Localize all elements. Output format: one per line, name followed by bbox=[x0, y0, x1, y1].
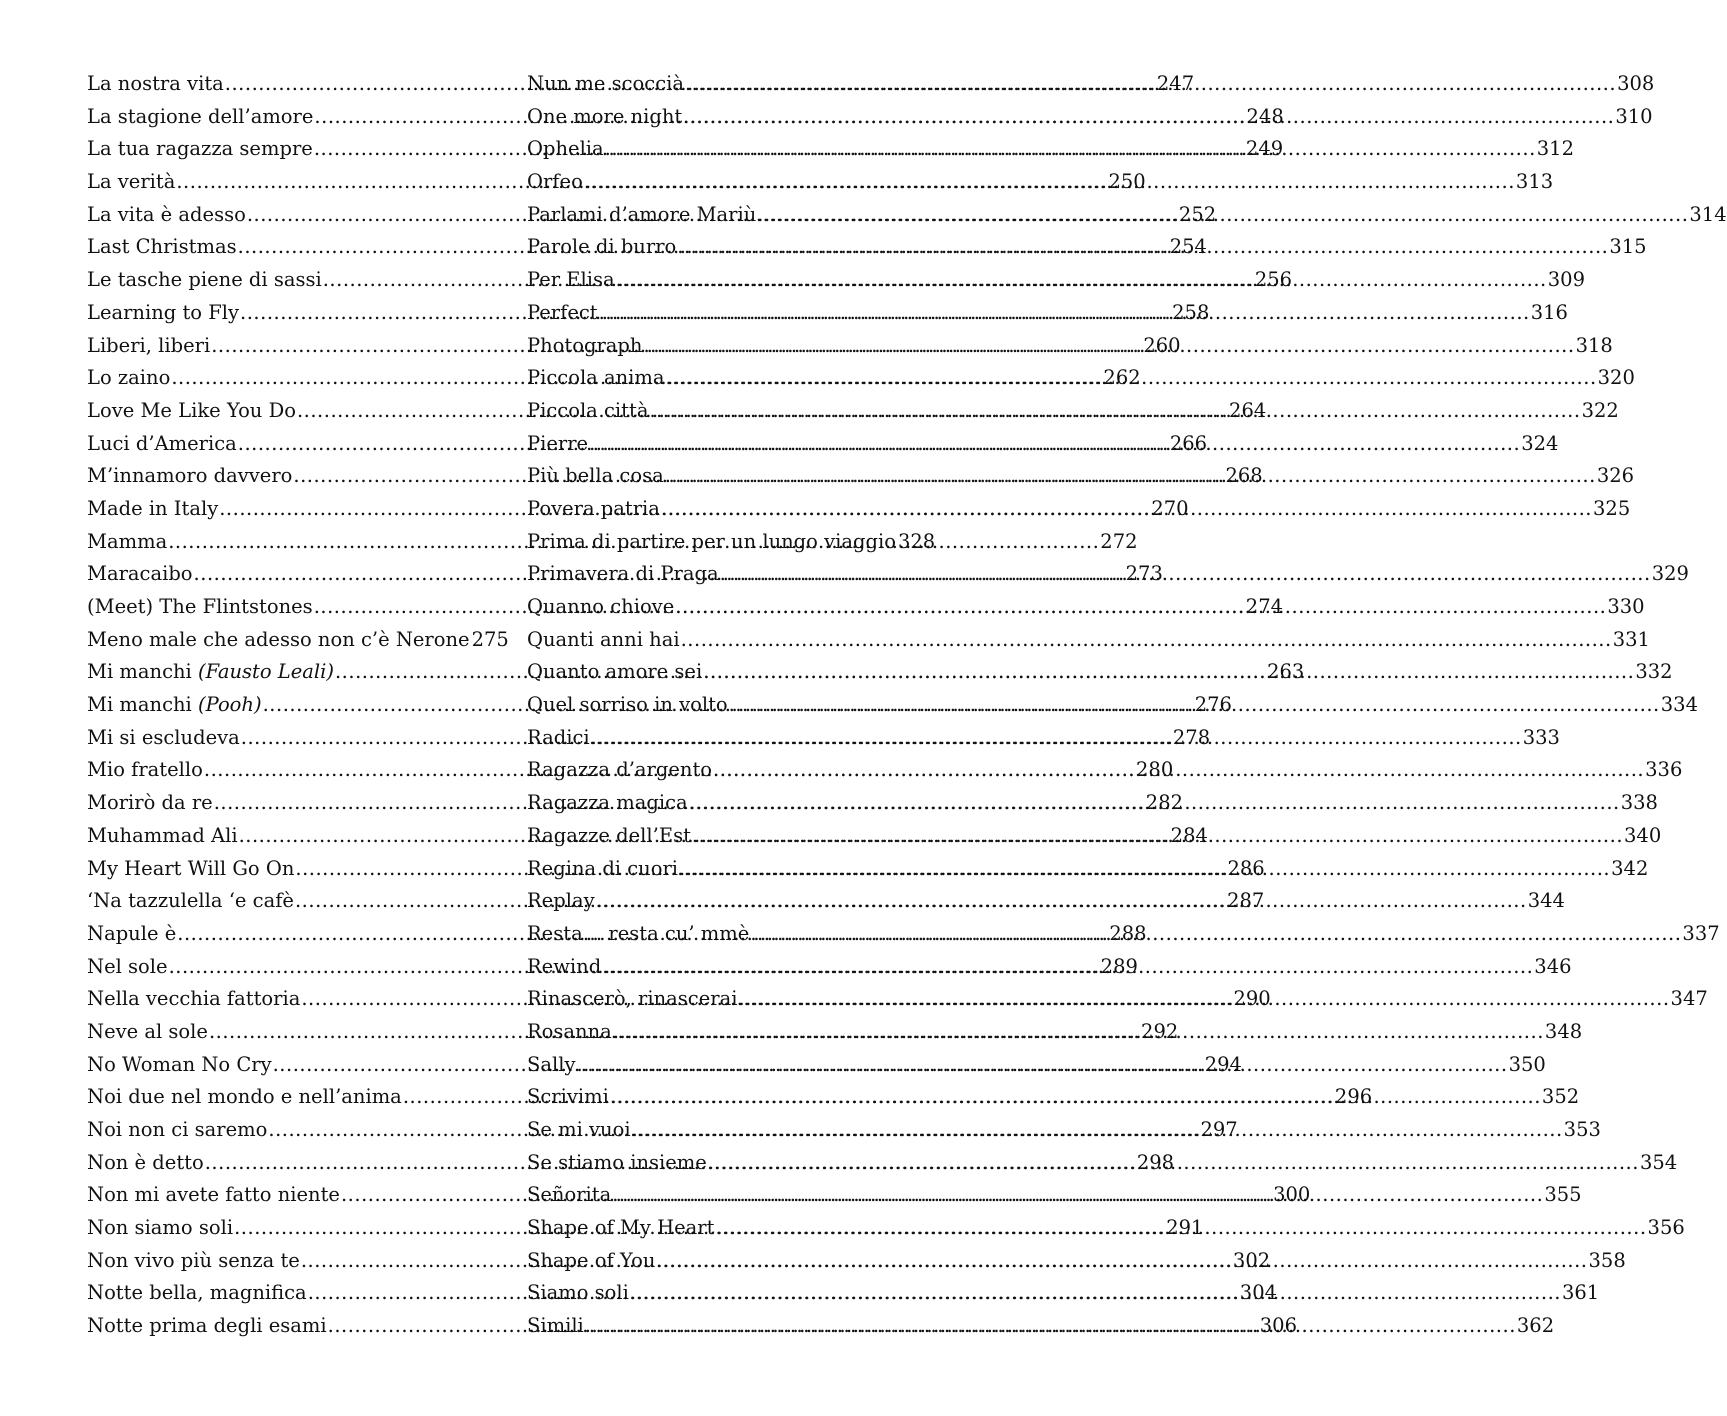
entry-page-number: 348 bbox=[1544, 1019, 1583, 1043]
entry-title-text: Sally bbox=[527, 1052, 576, 1076]
entry-title-text: Nel sole bbox=[87, 954, 168, 978]
index-entry bbox=[527, 624, 1650, 657]
dot-leader bbox=[616, 264, 1547, 297]
entry-page-number: 260 bbox=[1143, 333, 1181, 357]
entry-title-text: Shape of You bbox=[527, 1248, 656, 1272]
entry-page-number: 287 bbox=[1227, 889, 1265, 913]
entry-title bbox=[87, 428, 237, 461]
entry-title bbox=[527, 1277, 629, 1310]
entry-title bbox=[527, 1147, 707, 1180]
entry-title-text: Quel sorriso in volto bbox=[527, 693, 728, 717]
entry-title bbox=[87, 297, 239, 330]
entry-title-text: My Heart Will Go On bbox=[87, 856, 295, 880]
entry-page-number: 314 bbox=[1689, 202, 1727, 226]
entry-title-text: M’innamoro davvero bbox=[87, 464, 293, 488]
entry-page-number: 278 bbox=[1172, 725, 1211, 749]
dot-leader bbox=[610, 1081, 1541, 1114]
entry-title-text: Quanti anni hai bbox=[527, 627, 680, 651]
entry-page-number: 326 bbox=[1596, 464, 1635, 488]
entry-page-number: 248 bbox=[1246, 104, 1284, 128]
entry-title-text: Learning to Fly bbox=[87, 300, 240, 324]
dot-leader bbox=[584, 166, 1515, 199]
entry-page-number: 320 bbox=[1597, 366, 1635, 390]
entry-page-number: 315 bbox=[1609, 235, 1647, 259]
entry-title bbox=[527, 1081, 609, 1114]
entry-title bbox=[87, 1212, 233, 1245]
entry-title-text: Mi manchi bbox=[87, 660, 198, 684]
entry-page-number: 340 bbox=[1624, 823, 1662, 847]
dot-leader bbox=[679, 853, 1610, 886]
entry-title-text: Mi manchi bbox=[87, 693, 198, 717]
dot-leader bbox=[708, 1147, 1639, 1180]
entry-title-text: Siamo soli bbox=[527, 1281, 629, 1305]
entry-title bbox=[87, 722, 240, 755]
entry-title bbox=[527, 820, 691, 853]
entry-title bbox=[87, 395, 296, 428]
index-entry bbox=[87, 624, 509, 657]
entry-title bbox=[527, 918, 749, 951]
entry-page-number: 352 bbox=[1541, 1085, 1580, 1109]
entry-page-number: 338 bbox=[1620, 791, 1658, 815]
entry-title-text: La stagione dell’amore bbox=[87, 104, 314, 128]
entry-title-text: Radici bbox=[527, 725, 590, 749]
entry-title bbox=[87, 1016, 208, 1049]
entry-title-text: Shape of My Heart bbox=[527, 1216, 715, 1240]
entry-title bbox=[527, 428, 588, 461]
dot-leader bbox=[665, 460, 1596, 493]
entry-title-text: Non vivo più senza te bbox=[87, 1248, 300, 1272]
entry-page-number: 270 bbox=[1151, 496, 1189, 520]
entry-title-text: Scrivimi bbox=[527, 1085, 609, 1109]
dot-leader bbox=[713, 754, 1644, 787]
entry-title-text: Love Me Like You Do bbox=[87, 398, 296, 422]
entry-page-number: 276 bbox=[1194, 693, 1232, 717]
entry-page-number: 362 bbox=[1516, 1314, 1555, 1338]
entry-title bbox=[87, 133, 313, 166]
entry-title bbox=[87, 787, 213, 820]
entry-title bbox=[527, 1310, 584, 1343]
entry-title-text: La vita è adesso bbox=[87, 202, 246, 226]
dot-leader bbox=[685, 68, 1616, 101]
entry-title bbox=[527, 362, 665, 395]
entry-title bbox=[87, 330, 210, 363]
dot-leader bbox=[630, 1277, 1561, 1310]
dot-leader bbox=[602, 951, 1533, 984]
entry-page-number: 288 bbox=[1109, 921, 1147, 945]
entry-page-number: 297 bbox=[1200, 1118, 1238, 1141]
entry-title-text: Made in Italy bbox=[87, 496, 219, 520]
entry-page-number: 313 bbox=[1515, 170, 1554, 194]
entry-page-number: 316 bbox=[1530, 300, 1568, 324]
dot-leader bbox=[613, 1016, 1544, 1049]
entry-title-text: Meno male che adesso non c’è Nerone bbox=[87, 627, 470, 651]
entry-title bbox=[527, 951, 601, 984]
entry-title bbox=[87, 199, 246, 232]
entry-title-text: Mio fratello bbox=[87, 758, 203, 782]
entry-title bbox=[527, 787, 688, 820]
entry-page-number: 250 bbox=[1108, 170, 1146, 194]
dot-leader bbox=[591, 722, 1522, 755]
entry-page-number: 284 bbox=[1170, 823, 1208, 847]
entry-page-number: 331 bbox=[1612, 627, 1650, 651]
entry-title bbox=[527, 558, 719, 591]
entry-title bbox=[87, 853, 294, 886]
dot-leader bbox=[715, 1212, 1646, 1245]
entry-title bbox=[87, 1277, 307, 1310]
dot-leader bbox=[738, 983, 1669, 1016]
entry-page-number: 249 bbox=[1245, 137, 1284, 161]
entry-title-text: Piccola anima bbox=[527, 366, 665, 390]
entry-title-text: Perfect bbox=[527, 300, 598, 324]
entry-title-text: Notte bella, magnifica bbox=[87, 1281, 307, 1305]
entry-page-number: 354 bbox=[1639, 1150, 1678, 1174]
entry-page-number: 330 bbox=[1607, 595, 1645, 618]
entry-page-number: 328 bbox=[897, 529, 936, 553]
dot-leader bbox=[692, 820, 1623, 853]
entry-page-number: 304 bbox=[1239, 1281, 1278, 1305]
entry-page-number: 308 bbox=[1617, 72, 1655, 95]
entry-title-text: Parole di burro bbox=[527, 235, 677, 259]
entry-title bbox=[87, 493, 218, 526]
index-entry bbox=[527, 526, 936, 559]
entry-page-number: 347 bbox=[1670, 987, 1708, 1011]
entry-title bbox=[527, 166, 583, 199]
dot-leader bbox=[681, 624, 1612, 657]
entry-title-text: (Meet) The Flintstones bbox=[87, 595, 313, 618]
entry-title-text: Señorita bbox=[527, 1183, 612, 1207]
entry-title-text: Lo zaino bbox=[87, 366, 171, 390]
entry-title bbox=[87, 820, 238, 853]
entry-page-number: 333 bbox=[1522, 725, 1560, 749]
entry-title bbox=[527, 231, 676, 264]
entry-title bbox=[87, 918, 176, 951]
dot-leader bbox=[585, 1310, 1516, 1343]
entry-title bbox=[527, 591, 674, 624]
entry-title-text: Prima di partire per un lungo viaggio bbox=[527, 529, 896, 553]
dot-leader bbox=[677, 231, 1608, 264]
entry-page-number: 292 bbox=[1141, 1019, 1179, 1043]
entry-page-number: 289 bbox=[1100, 954, 1138, 978]
dot-leader bbox=[683, 101, 1614, 134]
entry-title-text: Quanno chiove bbox=[527, 595, 675, 618]
entry-title-text: Muhammad Ali bbox=[87, 823, 238, 847]
entry-page-number: 266 bbox=[1169, 431, 1208, 455]
entry-title-text: Se stiamo insieme bbox=[527, 1150, 707, 1174]
entry-title bbox=[527, 68, 684, 101]
entry-title-text: Resta… resta cu’ mmè bbox=[527, 921, 750, 945]
entry-page-number: 298 bbox=[1136, 1150, 1175, 1174]
entry-title-text: Ragazza magica bbox=[527, 791, 688, 815]
entry-page-number: 280 bbox=[1136, 758, 1174, 782]
entry-title bbox=[527, 395, 648, 428]
entry-title bbox=[527, 1245, 655, 1278]
entry-page-number: 350 bbox=[1508, 1052, 1546, 1076]
entry-title bbox=[527, 722, 590, 755]
entry-title bbox=[527, 885, 595, 918]
entry-page-number: 356 bbox=[1647, 1216, 1685, 1240]
entry-page-number: 324 bbox=[1521, 431, 1559, 455]
entry-title-text: Rewind bbox=[527, 954, 602, 978]
entry-page-number: 334 bbox=[1660, 693, 1698, 717]
entry-page-number: 275 bbox=[471, 627, 509, 651]
entry-title-text: Simili bbox=[527, 1314, 584, 1338]
entry-page-number: 262 bbox=[1103, 366, 1141, 390]
entry-title bbox=[527, 1212, 714, 1245]
entry-title bbox=[527, 754, 712, 787]
dot-leader bbox=[632, 1114, 1563, 1147]
dot-leader bbox=[757, 199, 1688, 232]
entry-title bbox=[87, 1310, 327, 1343]
dot-leader bbox=[703, 656, 1634, 689]
entry-artist: (Fausto Leali) bbox=[198, 660, 334, 684]
dot-leader bbox=[720, 558, 1651, 591]
dot-leader bbox=[661, 493, 1592, 526]
entry-title-text: Photograph bbox=[527, 333, 643, 357]
entry-title-text: Rinascerò, rinascerai bbox=[527, 987, 738, 1011]
entry-page-number: 332 bbox=[1635, 660, 1673, 684]
entry-title bbox=[527, 1179, 611, 1212]
entry-page-number: 309 bbox=[1547, 268, 1585, 292]
entry-title bbox=[87, 754, 203, 787]
entry-title-text: Ophelia bbox=[527, 137, 604, 161]
entry-title bbox=[87, 1147, 204, 1180]
entry-title bbox=[527, 853, 678, 886]
entry-page-number: 258 bbox=[1172, 300, 1210, 324]
entry-title bbox=[87, 885, 294, 918]
entry-page-number: 268 bbox=[1225, 464, 1263, 488]
entry-page-number: 273 bbox=[1125, 562, 1163, 586]
entry-title bbox=[527, 264, 615, 297]
entry-page-number: 290 bbox=[1233, 987, 1271, 1011]
entry-title bbox=[87, 1049, 272, 1082]
entry-title bbox=[527, 983, 737, 1016]
entry-title-text: One more night bbox=[527, 104, 683, 128]
dot-leader bbox=[656, 1245, 1587, 1278]
entry-title-text: Nella vecchia fattoria bbox=[87, 987, 301, 1011]
entry-title-text: Last Christmas bbox=[87, 235, 237, 259]
entry-title bbox=[87, 591, 313, 624]
entry-title bbox=[527, 1114, 631, 1147]
entry-page-number: 312 bbox=[1536, 137, 1574, 161]
entry-title bbox=[87, 983, 300, 1016]
entry-title-text: ‘Na tazzulella ‘e cafè bbox=[87, 889, 294, 913]
dot-leader bbox=[596, 885, 1527, 918]
entry-title bbox=[87, 264, 322, 297]
entry-page-number: 344 bbox=[1527, 889, 1565, 913]
entry-title bbox=[527, 1016, 612, 1049]
entry-title bbox=[87, 951, 168, 984]
entry-title-text: Morirò da re bbox=[87, 791, 213, 815]
dot-leader bbox=[599, 297, 1530, 330]
entry-page-number: 358 bbox=[1588, 1248, 1626, 1272]
entry-title bbox=[527, 199, 756, 232]
entry-title-text: Luci d’America bbox=[87, 431, 237, 455]
dot-leader bbox=[729, 689, 1660, 722]
entry-title-text: Non siamo soli bbox=[87, 1216, 234, 1240]
entry-page-number: 286 bbox=[1227, 856, 1265, 880]
entry-page-number: 361 bbox=[1561, 1281, 1600, 1305]
entry-title bbox=[527, 526, 896, 559]
entry-page-number: 318 bbox=[1575, 333, 1613, 357]
entry-title bbox=[87, 1081, 402, 1114]
entry-title-text: Non mi avete fatto niente bbox=[87, 1183, 340, 1207]
entry-title bbox=[527, 133, 604, 166]
dot-leader bbox=[643, 330, 1574, 363]
entry-title bbox=[527, 689, 728, 722]
entry-title-text: La nostra vita bbox=[87, 72, 224, 95]
entry-page-number: 254 bbox=[1169, 235, 1207, 259]
entry-title-text: Neve al sole bbox=[87, 1019, 208, 1043]
entry-page-number: 337 bbox=[1682, 921, 1720, 945]
entry-page-number: 252 bbox=[1178, 202, 1217, 226]
entry-title-text: Maracaibo bbox=[87, 562, 193, 586]
entry-page-number: 342 bbox=[1611, 856, 1649, 880]
entry-title bbox=[87, 1179, 340, 1212]
entry-title bbox=[87, 1114, 267, 1147]
entry-page-number: 322 bbox=[1581, 398, 1619, 422]
dot-leader bbox=[605, 133, 1536, 166]
dot-leader bbox=[649, 395, 1580, 428]
entry-title-text: Notte prima degli esami bbox=[87, 1314, 327, 1338]
entry-title bbox=[87, 624, 470, 657]
dot-leader bbox=[675, 591, 1606, 624]
entry-title-text: Più bella cosa bbox=[527, 464, 664, 488]
entry-title-text: Orfeo bbox=[527, 170, 583, 194]
entry-title bbox=[87, 689, 262, 722]
entry-title bbox=[527, 1049, 575, 1082]
entry-page-number: 272 bbox=[1100, 529, 1138, 553]
entry-title bbox=[527, 101, 682, 134]
entry-page-number: 296 bbox=[1334, 1085, 1373, 1109]
entry-title bbox=[527, 330, 642, 363]
entry-title-text: Napule è bbox=[87, 921, 177, 945]
entry-title-text: Noi non ci saremo bbox=[87, 1118, 268, 1141]
entry-title-text: Quanto amore sei bbox=[527, 660, 703, 684]
entry-title-text: Mi si escludeva bbox=[87, 725, 240, 749]
entry-page-number: 325 bbox=[1593, 496, 1631, 520]
entry-title bbox=[87, 362, 170, 395]
entry-title-text: Parlami d’amore Mariù bbox=[527, 202, 757, 226]
entry-page-number: 263 bbox=[1267, 660, 1305, 684]
dot-leader bbox=[750, 918, 1681, 951]
entry-page-number: 256 bbox=[1254, 268, 1293, 292]
dot-leader bbox=[576, 1049, 1507, 1082]
entry-title bbox=[87, 656, 334, 689]
entry-page-number: 353 bbox=[1563, 1118, 1601, 1141]
entry-title bbox=[87, 68, 224, 101]
entry-page-number: 355 bbox=[1544, 1183, 1582, 1207]
entry-title-text: La tua ragazza sempre bbox=[87, 137, 313, 161]
entry-page-number: 310 bbox=[1615, 104, 1653, 128]
entry-title-text: Povera patria bbox=[527, 496, 660, 520]
entry-title-text: No Woman No Cry bbox=[87, 1052, 272, 1076]
entry-title bbox=[87, 526, 167, 559]
entry-title-text: Noi due nel mondo e nell’anima bbox=[87, 1085, 402, 1109]
entry-title bbox=[87, 231, 237, 264]
entry-title-text: Rosanna bbox=[527, 1019, 612, 1043]
entry-page-number: 282 bbox=[1145, 791, 1184, 815]
entry-title bbox=[87, 101, 313, 134]
entry-title-text: Liberi, liberi bbox=[87, 333, 211, 357]
dot-leader bbox=[589, 428, 1520, 461]
dot-leader bbox=[666, 362, 1597, 395]
entry-page-number: 300 bbox=[1273, 1183, 1311, 1207]
entry-title-text: Se mi vuoi bbox=[527, 1118, 631, 1141]
entry-page-number: 336 bbox=[1645, 758, 1683, 782]
entry-title-text: Ragazze dell’Est bbox=[527, 823, 691, 847]
entry-title-text: Ragazza d’argento bbox=[527, 758, 713, 782]
entry-page-number: 329 bbox=[1651, 562, 1689, 586]
entry-artist: (Pooh) bbox=[198, 693, 262, 717]
entry-page-number: 346 bbox=[1534, 954, 1572, 978]
entry-title-text: Non è detto bbox=[87, 1150, 204, 1174]
entry-title bbox=[87, 166, 175, 199]
entry-title bbox=[527, 460, 664, 493]
entry-title-text: Mamma bbox=[87, 529, 168, 553]
entry-title bbox=[527, 656, 702, 689]
entry-title bbox=[87, 460, 292, 493]
entry-title-text: Piccola città bbox=[527, 398, 649, 422]
entry-title-text: Primavera di Praga bbox=[527, 562, 719, 586]
entry-page-number: 247 bbox=[1156, 72, 1195, 95]
dot-leader bbox=[612, 1179, 1543, 1212]
entry-page-number: 294 bbox=[1204, 1052, 1242, 1076]
entry-page-number: 291 bbox=[1166, 1216, 1204, 1240]
entry-title bbox=[527, 624, 680, 657]
entry-title-text: Regina di cuori bbox=[527, 856, 679, 880]
entry-page-number: 264 bbox=[1229, 398, 1267, 422]
entry-title bbox=[87, 1245, 300, 1278]
dot-leader bbox=[689, 787, 1620, 820]
entry-page-number: 302 bbox=[1232, 1248, 1271, 1272]
entry-page-number: 306 bbox=[1259, 1314, 1297, 1338]
entry-title-text: Per Elisa bbox=[527, 268, 615, 292]
entry-title-text: Pierre bbox=[527, 431, 589, 455]
entry-title bbox=[527, 493, 660, 526]
entry-title-text: La verità bbox=[87, 170, 176, 194]
entry-title-text: Replay bbox=[527, 889, 595, 913]
entry-title bbox=[527, 297, 598, 330]
entry-title-text: Nun me scoccià bbox=[527, 72, 684, 95]
entry-title bbox=[87, 558, 193, 591]
entry-page-number: 274 bbox=[1245, 595, 1284, 618]
entry-title-text: Le tasche piene di sassi bbox=[87, 268, 322, 292]
